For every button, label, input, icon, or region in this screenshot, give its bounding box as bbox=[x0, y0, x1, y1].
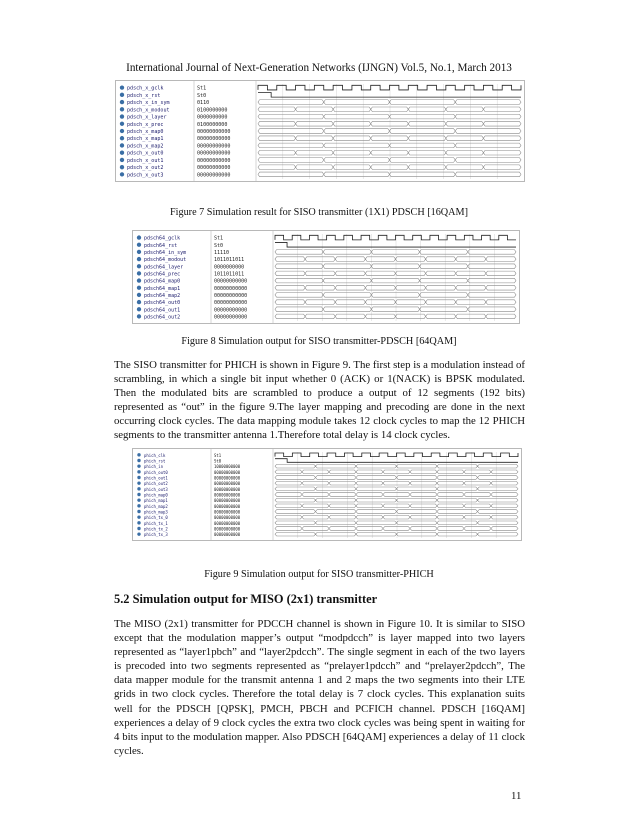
signal-waveform bbox=[275, 532, 518, 536]
signal-value: 00000000000 bbox=[214, 503, 241, 509]
section-heading: 5.2 Simulation output for MISO (2x1) transmitter bbox=[114, 592, 378, 606]
signal-icon bbox=[137, 235, 141, 239]
figure-7-waveform bbox=[115, 80, 525, 182]
signal-name[interactable]: phich_out0 bbox=[144, 469, 168, 475]
signal-value: St1 bbox=[214, 235, 224, 242]
signal-name[interactable]: pdsch_x_rst bbox=[127, 92, 161, 99]
signal-name[interactable]: phich_map0 bbox=[144, 492, 168, 498]
signal-waveform bbox=[258, 150, 521, 155]
signal-value: 11110 bbox=[214, 249, 230, 256]
signal-waveform bbox=[275, 285, 516, 290]
signal-value: 00000000000 bbox=[214, 307, 248, 314]
signal-icon bbox=[120, 165, 124, 169]
signal-name[interactable]: phich_clk bbox=[144, 452, 166, 458]
signal-name[interactable]: phich_out3 bbox=[144, 486, 168, 492]
signal-waveform bbox=[275, 250, 516, 255]
signal-name[interactable]: pdsch64_gclk bbox=[144, 235, 181, 242]
signal-name[interactable]: pdsch64_map0 bbox=[144, 278, 181, 285]
signal-icon bbox=[137, 243, 141, 247]
signal-value: St1 bbox=[197, 85, 207, 92]
signal-name[interactable]: pdsch64_in_sym bbox=[144, 249, 187, 256]
signal-waveform bbox=[275, 481, 518, 485]
paragraph-miso: The MISO (2x1) transmitter for PDCCH channel is shown in Figure 10. It is similar to SISO except that the modulation mapper’s output “modpdcch” is layer mapped into two layers represented as “layer1pbch” and “layer2pdcch”. The single segment in each of the two layers is precoded into two segments represented as “prelayer1pdcch” and “prelayer2pdcch”, The data mapper module for the transmit antenna 1 and 2 maps the two segments into their LTE grids in two clock cycles. Therefore the total delay is 7 clock cycles. This explanation suits well for the PDSCH [QPSK], PMCH, PBCH and PCFICH channel. PDSCH [16QAM] experiences a delay of 9 clock cycles the extra two clock cycles was being spent in waiting for 4 bits input to the modulation mapper. Also PDSCH [64QAM] experiences a delay of 11 clock cycles. bbox=[114, 618, 525, 757]
signal-waveform bbox=[258, 93, 521, 98]
signal-waveform bbox=[258, 172, 521, 177]
signal-icon bbox=[120, 129, 124, 133]
signal-value: 00000000000 bbox=[214, 278, 248, 285]
signal-waveform bbox=[258, 136, 521, 141]
signal-waveform bbox=[258, 114, 521, 119]
signal-value: 00000000000 bbox=[197, 157, 231, 164]
signal-waveform bbox=[275, 464, 518, 468]
signal-value: 00000000000 bbox=[214, 292, 248, 299]
signal-waveform bbox=[275, 242, 516, 247]
signal-icon bbox=[120, 151, 124, 155]
signal-name[interactable]: phich_out1 bbox=[144, 475, 168, 481]
signal-name[interactable]: phich_out2 bbox=[144, 481, 168, 487]
signal-name[interactable]: phich_rst bbox=[144, 458, 166, 464]
signal-icon bbox=[137, 521, 140, 524]
signal-waveform bbox=[275, 453, 518, 457]
signal-name[interactable]: pdsch_x_gclk bbox=[127, 85, 164, 92]
signal-waveform bbox=[275, 487, 518, 491]
figure-9-waveform bbox=[132, 448, 522, 541]
signal-waveform bbox=[258, 107, 521, 112]
signal-name[interactable]: pdsch_x_map2 bbox=[127, 143, 164, 150]
signal-waveform bbox=[275, 278, 516, 283]
signal-value: 00000000000 bbox=[214, 532, 241, 538]
signal-icon bbox=[137, 300, 141, 304]
signal-icon bbox=[120, 136, 124, 140]
signal-value: 00000000000 bbox=[214, 515, 241, 521]
signal-name[interactable]: pdsch_x_in_sym bbox=[127, 100, 170, 107]
signal-value: 00000000000 bbox=[197, 165, 231, 172]
signal-value: 1011011011 bbox=[214, 271, 245, 278]
signal-waveform bbox=[258, 143, 521, 148]
signal-name[interactable]: pdsch_x_prec bbox=[127, 121, 164, 128]
signal-name[interactable]: pdsch_x_map1 bbox=[127, 136, 164, 143]
figure-8-waveform bbox=[132, 230, 520, 324]
signal-value: 00000000000 bbox=[214, 314, 248, 321]
signal-icon bbox=[137, 464, 140, 467]
signal-value: 0100000000 bbox=[197, 121, 228, 128]
signal-icon bbox=[137, 487, 140, 490]
signal-value: 00000000000 bbox=[214, 520, 241, 526]
signal-icon bbox=[137, 532, 140, 535]
signal-value: 00000000000 bbox=[214, 509, 241, 515]
signal-icon bbox=[137, 459, 140, 462]
signal-icon bbox=[137, 498, 140, 501]
figure-7-caption: Figure 7 Simulation result for SISO transmitter (1X1) PDSCH [16QAM] bbox=[170, 207, 468, 218]
signal-waveform bbox=[275, 293, 516, 298]
signal-icon bbox=[120, 107, 124, 111]
signal-name[interactable]: phich_map1 bbox=[144, 498, 168, 504]
signal-waveform bbox=[275, 515, 518, 519]
signal-value: 00000000000 bbox=[214, 481, 241, 487]
signal-name[interactable]: pdsch64_rst bbox=[144, 242, 178, 249]
signal-icon bbox=[137, 257, 141, 261]
figure-8-caption: Figure 8 Simulation output for SISO transmitter-PDSCH [64QAM] bbox=[181, 336, 457, 347]
signal-waveform bbox=[275, 470, 518, 474]
signal-name[interactable]: phich_map2 bbox=[144, 503, 168, 509]
signal-name[interactable]: pdsch64_modout bbox=[144, 257, 187, 264]
signal-icon bbox=[120, 114, 124, 118]
signal-icon bbox=[137, 515, 140, 518]
signal-icon bbox=[120, 143, 124, 147]
signal-icon bbox=[120, 158, 124, 162]
signal-waveform bbox=[258, 165, 521, 170]
signal-name[interactable]: phich_tx_1 bbox=[144, 520, 168, 526]
signal-value: 0000000000 bbox=[197, 114, 228, 121]
signal-value: 00000000000 bbox=[197, 150, 231, 157]
signal-waveform bbox=[275, 476, 518, 480]
signal-value: 00000000000 bbox=[214, 526, 241, 532]
signal-waveform bbox=[275, 300, 516, 305]
signal-icon bbox=[120, 85, 124, 89]
signal-icon bbox=[137, 481, 140, 484]
journal-header: International Journal of Next-Generation Networks (IJNGN) Vol.5, No.1, March 2013 bbox=[126, 62, 512, 74]
signal-value: 0100000000 bbox=[197, 107, 228, 114]
signal-name[interactable]: phich_tx_3 bbox=[144, 532, 168, 538]
signal-value: 00000000000 bbox=[197, 143, 231, 150]
signal-icon bbox=[137, 527, 140, 530]
signal-icon bbox=[137, 510, 140, 513]
signal-value: 10000000000 bbox=[214, 464, 241, 470]
signal-waveform bbox=[258, 85, 521, 90]
signal-icon bbox=[137, 264, 141, 268]
signal-value: 00000000000 bbox=[214, 492, 241, 498]
signal-value: 00000000000 bbox=[214, 469, 241, 475]
signal-waveform bbox=[275, 314, 516, 319]
signal-value: 00000000000 bbox=[197, 136, 231, 143]
signal-waveform bbox=[258, 121, 521, 126]
signal-waveform bbox=[275, 264, 516, 269]
signal-icon bbox=[120, 172, 124, 176]
paragraph-phich: The SISO transmitter for PHICH is shown in Figure 9. The first step is a modulation instead of scrambling, in which a single bit input whether 0 (ACK) or 1(NACK) is BPSK modulated. Then the modulated bits are scrambled to produce a output of 12 segments (192 bits) represented as “out” in the figure 9.The layer mapping and precoding are done in the next occurring clock cycles. The data mapping module takes 12 clock cycles to map the 12 PHICH segments to the transmitter antenna 1.Therefore total delay is 14 clock cycles. bbox=[114, 359, 525, 442]
signal-waveform bbox=[275, 257, 516, 262]
signal-waveform bbox=[275, 510, 518, 514]
signal-waveform bbox=[275, 493, 518, 497]
signal-name[interactable]: pdsch64_prec bbox=[144, 271, 181, 278]
signal-icon bbox=[137, 293, 141, 297]
signal-name[interactable]: pdsch64_out1 bbox=[144, 307, 181, 314]
signal-name[interactable]: pdsch_x_out2 bbox=[127, 165, 164, 172]
signal-name[interactable]: pdsch_x_layer bbox=[127, 114, 167, 121]
signal-icon bbox=[137, 271, 141, 275]
signal-name[interactable]: pdsch_x_out1 bbox=[127, 157, 164, 164]
signal-name[interactable]: pdsch64_layer bbox=[144, 264, 184, 271]
signal-waveform bbox=[258, 100, 521, 105]
signal-icon bbox=[137, 476, 140, 479]
signal-waveform bbox=[275, 504, 518, 508]
signal-waveform bbox=[275, 235, 516, 240]
signal-value: 00000000000 bbox=[214, 285, 248, 292]
signal-waveform bbox=[275, 527, 518, 531]
signal-icon bbox=[137, 278, 141, 282]
signal-name[interactable]: pdsch_x_modout bbox=[127, 107, 170, 114]
signal-icon bbox=[137, 307, 141, 311]
signal-name[interactable]: pdsch64_out2 bbox=[144, 314, 181, 321]
signal-name[interactable]: pdsch64_map2 bbox=[144, 292, 181, 299]
signal-value: 1011011011 bbox=[214, 257, 245, 264]
signal-value: St0 bbox=[214, 458, 222, 464]
signal-icon bbox=[137, 314, 141, 318]
signal-value: 00000000000 bbox=[214, 475, 241, 481]
signal-value: 00000000000 bbox=[214, 486, 241, 492]
signal-icon bbox=[137, 453, 140, 456]
signal-icon bbox=[120, 122, 124, 126]
signal-icon bbox=[137, 504, 140, 507]
signal-name[interactable]: phich_map3 bbox=[144, 509, 168, 515]
signal-waveform bbox=[275, 498, 518, 502]
signal-name[interactable]: pdsch64_out0 bbox=[144, 300, 181, 307]
signal-name[interactable]: phich_tx_2 bbox=[144, 526, 168, 532]
signal-waveform bbox=[258, 129, 521, 134]
signal-value: St0 bbox=[214, 242, 224, 249]
signal-icon bbox=[120, 93, 124, 97]
signal-waveform bbox=[258, 158, 521, 163]
signal-name[interactable]: pdsch_x_out0 bbox=[127, 150, 164, 157]
signal-icon bbox=[137, 470, 140, 473]
page-number: 11 bbox=[511, 790, 522, 802]
signal-value: 0000000000 bbox=[214, 264, 245, 271]
signal-name[interactable]: phich_in bbox=[144, 464, 164, 470]
signal-waveform bbox=[275, 307, 516, 312]
signal-value: St0 bbox=[197, 92, 207, 99]
signal-name[interactable]: phich_tx_0 bbox=[144, 515, 168, 521]
signal-value: 00000000000 bbox=[197, 172, 231, 179]
signal-icon bbox=[137, 286, 141, 290]
signal-value: 00000000000 bbox=[197, 129, 231, 135]
signal-waveform bbox=[275, 271, 516, 276]
signal-icon bbox=[137, 493, 140, 496]
signal-waveform bbox=[275, 521, 518, 525]
signal-waveform bbox=[275, 459, 518, 463]
signal-name[interactable]: pdsch_x_out3 bbox=[127, 172, 164, 179]
signal-icon bbox=[137, 250, 141, 254]
signal-value: 00000000000 bbox=[214, 300, 248, 307]
signal-name[interactable]: pdsch_x_map0 bbox=[127, 129, 164, 135]
signal-value: 0110 bbox=[197, 100, 210, 107]
signal-value: 00000000000 bbox=[214, 498, 241, 504]
signal-icon bbox=[120, 100, 124, 104]
figure-9-caption: Figure 9 Simulation output for SISO transmitter-PHICH bbox=[204, 569, 434, 580]
signal-name[interactable]: pdsch64_map1 bbox=[144, 285, 181, 292]
signal-value: St1 bbox=[214, 452, 222, 458]
